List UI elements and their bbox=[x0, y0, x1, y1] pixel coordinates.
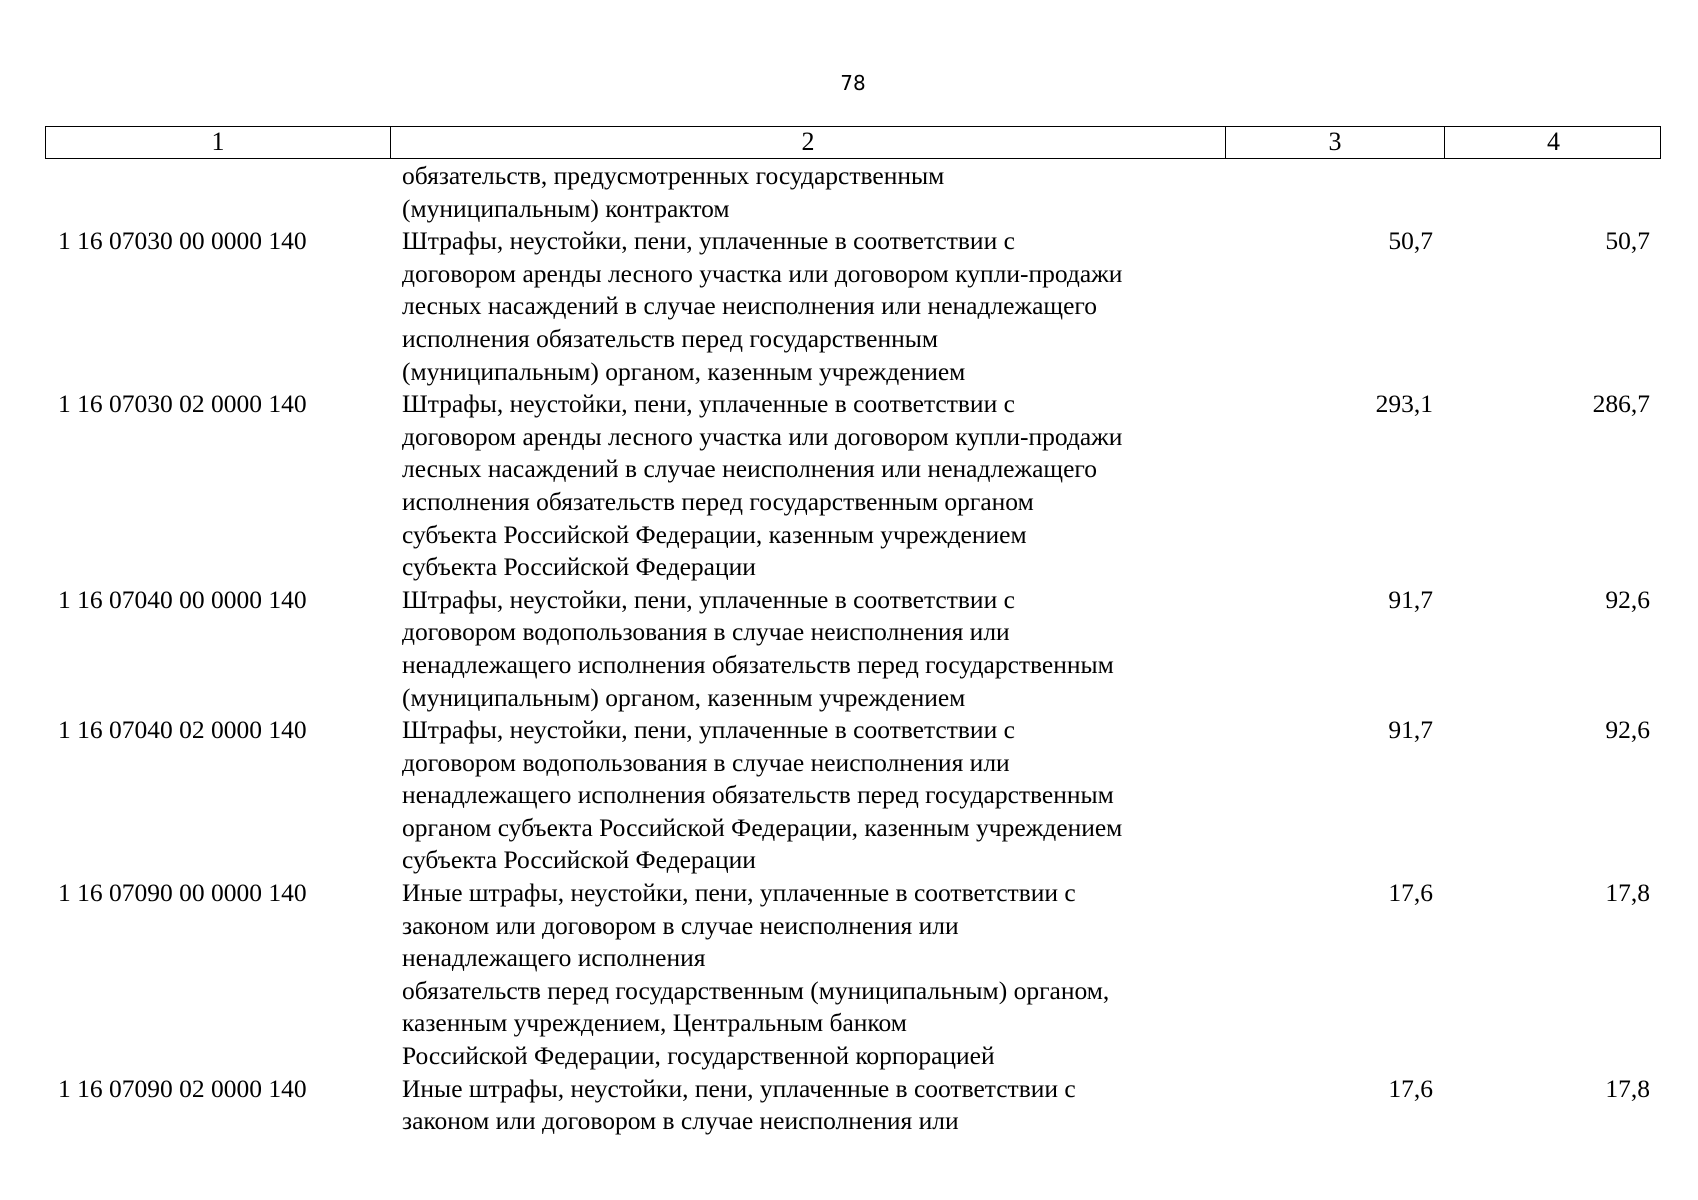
amount-col-3: 293,1 bbox=[1375, 389, 1433, 419]
description-line: ненадлежащего исполнения обязательств перед государственным bbox=[402, 649, 1114, 679]
revenue-description bbox=[390, 225, 1225, 388]
description-line: договором водопользования в случае неисполнения или bbox=[402, 617, 1010, 647]
amount-col-4: 17,8 bbox=[1605, 1073, 1650, 1103]
description-line: ненадлежащего исполнения обязательств перед государственным bbox=[402, 780, 1114, 810]
description-line: Штрафы, неустойки, пени, уплаченные в соответствии с bbox=[402, 226, 1015, 256]
amount-col-3: 17,6 bbox=[1388, 1073, 1433, 1103]
amount-col-3: 17,6 bbox=[1388, 878, 1433, 908]
table-row bbox=[45, 1073, 1661, 1138]
description-line: обязательств перед государственным (муниципальным) органом, bbox=[402, 975, 1110, 1005]
budget-code: 1 16 07090 02 0000 140 bbox=[58, 1073, 307, 1103]
amount-col-3: 91,7 bbox=[1388, 584, 1433, 614]
table-row bbox=[45, 877, 1661, 1073]
budget-code bbox=[45, 160, 390, 225]
amount-col-4: 92,6 bbox=[1605, 715, 1650, 745]
revenue-description bbox=[390, 714, 1225, 877]
amount-col-4: 50,7 bbox=[1605, 226, 1650, 256]
description-line: Иные штрафы, неустойки, пени, уплаченные в соответствии с bbox=[402, 878, 1076, 908]
description-line: Штрафы, неустойки, пени, уплаченные в соответствии с bbox=[402, 715, 1015, 745]
description-line: казенным учреждением, Центральным банком bbox=[402, 1008, 907, 1038]
description-line: субъекта Российской Федерации bbox=[402, 552, 756, 582]
amount-col-4: 17,8 bbox=[1605, 878, 1650, 908]
amount-col-4: 92,6 bbox=[1605, 584, 1650, 614]
table-row bbox=[45, 714, 1661, 877]
column-header-4: 4 bbox=[1547, 127, 1560, 156]
column-header-2: 2 bbox=[391, 127, 1226, 158]
table-row bbox=[45, 160, 1661, 225]
page-number: 78 bbox=[840, 71, 866, 95]
description-line: лесных насаждений в случае неисполнения или ненадлежащего bbox=[402, 454, 1097, 484]
revenue-description bbox=[390, 388, 1225, 584]
description-line: субъекта Российской Федерации, казенным учреждением bbox=[402, 519, 1027, 549]
table-body bbox=[45, 159, 1661, 1138]
description-line: ненадлежащего исполнения bbox=[402, 943, 706, 973]
budget-code: 1 16 07090 00 0000 140 bbox=[58, 878, 307, 908]
revenue-description bbox=[390, 1073, 1225, 1138]
description-line: исполнения обязательств перед государственным bbox=[402, 323, 939, 353]
description-line: (муниципальным) органом, казенным учреждением bbox=[402, 356, 966, 386]
description-line: законом или договором в случае неисполнения или bbox=[402, 1106, 959, 1136]
description-line: Штрафы, неустойки, пени, уплаченные в соответствии с bbox=[402, 584, 1015, 614]
description-line: Штрафы, неустойки, пени, уплаченные в соответствии с bbox=[402, 389, 1015, 419]
description-line: договором аренды лесного участка или договором купли-продажи bbox=[402, 421, 1123, 451]
amount-col-4: 286,7 bbox=[1592, 389, 1650, 419]
budget-code: 1 16 07040 00 0000 140 bbox=[58, 584, 307, 614]
amount-col-3: 91,7 bbox=[1388, 715, 1433, 745]
description-line: органом субъекта Российской Федерации, казенным учреждением bbox=[402, 812, 1123, 842]
description-line: Иные штрафы, неустойки, пени, уплаченные в соответствии с bbox=[402, 1073, 1076, 1103]
description-line: договором аренды лесного участка или договором купли-продажи bbox=[402, 258, 1123, 288]
table-header-row bbox=[45, 126, 1661, 159]
column-header-3: 3 bbox=[1226, 127, 1445, 158]
revenue-description bbox=[390, 160, 1225, 225]
table-row bbox=[45, 584, 1661, 714]
table-row bbox=[45, 388, 1661, 584]
amount-col-3 bbox=[1225, 160, 1444, 225]
budget-code: 1 16 07030 00 0000 140 bbox=[58, 226, 307, 256]
revenue-description bbox=[390, 584, 1225, 714]
budget-code: 1 16 07040 02 0000 140 bbox=[58, 715, 307, 745]
amount-col-4 bbox=[1444, 160, 1661, 225]
description-line: (муниципальным) органом, казенным учреждением bbox=[402, 682, 966, 712]
description-line: (муниципальным) контрактом bbox=[402, 193, 730, 223]
column-header-1: 1 bbox=[46, 127, 391, 158]
description-line: договором водопользования в случае неисполнения или bbox=[402, 747, 1010, 777]
description-line: законом или договором в случае неисполнения или bbox=[402, 910, 959, 940]
description-line: лесных насаждений в случае неисполнения или ненадлежащего bbox=[402, 291, 1097, 321]
description-line: обязательств, предусмотренных государственным bbox=[402, 161, 945, 190]
revenue-table bbox=[45, 126, 1661, 1138]
description-line: Российской Федерации, государственной корпорацией bbox=[402, 1041, 995, 1071]
table-row bbox=[45, 225, 1661, 388]
budget-code: 1 16 07030 02 0000 140 bbox=[58, 389, 307, 419]
description-line: субъекта Российской Федерации bbox=[402, 845, 756, 875]
revenue-description bbox=[390, 877, 1225, 1073]
description-line: исполнения обязательств перед государственным органом bbox=[402, 486, 1034, 516]
amount-col-3: 50,7 bbox=[1388, 226, 1433, 256]
